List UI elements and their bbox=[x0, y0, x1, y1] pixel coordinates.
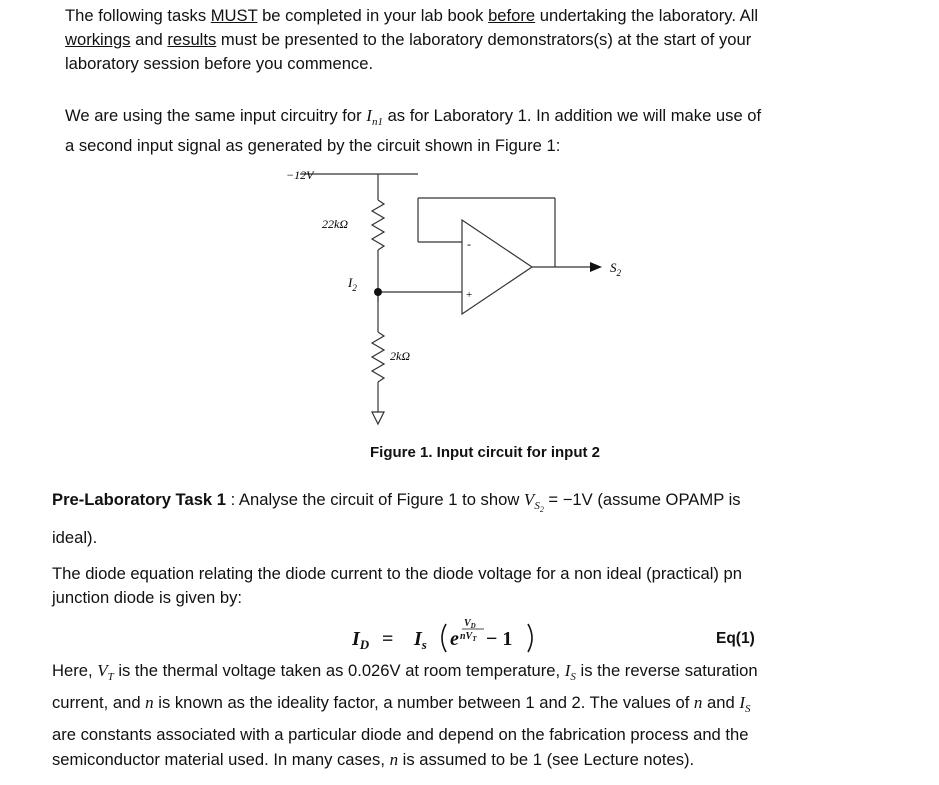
text: as for Laboratory 1. In addition we will make use of bbox=[382, 106, 762, 125]
minus-sign: - bbox=[467, 237, 471, 251]
math-sub: n1 bbox=[371, 116, 383, 128]
before-emphasis: before bbox=[488, 6, 536, 25]
explanation-line-3: are constants associated with a particular diode and depend on the fabrication process and the bbox=[52, 725, 749, 744]
eq-equals: = bbox=[382, 628, 394, 650]
opamp-icon bbox=[462, 220, 532, 314]
explanation-line-4: semiconductor material used. In many cases, n is assumed to be 1 (see Lecture notes). bbox=[52, 750, 695, 769]
instructions-paragraph bbox=[65, 4, 855, 76]
text: be completed in your lab book bbox=[257, 6, 489, 25]
diode-line-2: junction diode is given by: bbox=[52, 588, 243, 607]
eq-lhs: $I_D$ bbox=[352, 628, 370, 652]
circuit-diagram bbox=[270, 162, 640, 432]
task-paragraph bbox=[52, 486, 852, 552]
paren-right-icon bbox=[528, 624, 532, 652]
explanation-paragraph bbox=[52, 658, 852, 772]
current-label: $I_2$ bbox=[348, 275, 357, 293]
eq-minus-one: − 1 bbox=[486, 628, 513, 650]
node-dot bbox=[374, 288, 382, 296]
task-line-1 bbox=[52, 486, 852, 524]
r2-label: 2kΩ bbox=[390, 349, 411, 363]
text: The following tasks bbox=[65, 6, 211, 25]
resistor-22k-icon bbox=[372, 200, 384, 250]
diode-equation bbox=[352, 614, 772, 658]
instructions-line-2 bbox=[65, 28, 855, 52]
text: and bbox=[130, 30, 168, 49]
input-line-1 bbox=[65, 104, 855, 134]
diode-paragraph bbox=[52, 562, 852, 610]
text: must be presented to the laboratory demonstrators(s) at the start of your bbox=[216, 30, 752, 49]
text: We are using the same input circuitry for bbox=[65, 106, 367, 125]
supply-label: −12V bbox=[286, 168, 314, 182]
paren-left-icon bbox=[442, 624, 446, 652]
instructions-line-1 bbox=[65, 4, 855, 28]
task-label: Pre-Laboratory Task 1 bbox=[52, 490, 226, 509]
text: : Analyse the circuit of Figure 1 to show bbox=[226, 490, 524, 509]
input-line-2: a second input signal as generated by the circuit shown in Figure 1: bbox=[65, 136, 561, 155]
output-label: $S_2$ bbox=[610, 260, 621, 278]
eq-is: $I_s$ bbox=[414, 628, 427, 652]
explanation-line-1: Here, $V_T$ is the thermal voltage taken as 0.026V at room temperature, $I_S$ is the reverse saturation bbox=[52, 661, 758, 683]
diode-line-1: The diode equation relating the diode current to the diode voltage for a non ideal (practical) pn bbox=[52, 564, 743, 583]
task-line-2: ideal). bbox=[52, 528, 98, 547]
math-var: I bbox=[366, 106, 372, 125]
figure-caption: Figure 1. Input circuit for input 2 bbox=[370, 444, 601, 461]
input-paragraph bbox=[65, 104, 855, 158]
results-emphasis: results bbox=[167, 30, 217, 49]
plus-sign: + bbox=[466, 289, 473, 301]
instructions-line-3: laboratory session before you commence. bbox=[65, 54, 374, 73]
text: = −1V (assume OPAMP is bbox=[543, 490, 741, 509]
exp-den: $nV_T$ bbox=[460, 631, 477, 643]
must-emphasis: MUST bbox=[210, 6, 258, 25]
math-sub: S2 bbox=[534, 500, 544, 514]
text: undertaking the laboratory. All bbox=[535, 6, 759, 25]
math-var: V bbox=[523, 490, 535, 509]
equation-number: Eq(1) bbox=[716, 630, 755, 647]
workings-emphasis: workings bbox=[65, 30, 131, 49]
ground-icon bbox=[372, 412, 384, 424]
exp-num: $V_D$ bbox=[464, 618, 476, 630]
explanation-line-2: current, and n is known as the ideality factor, a number between 1 and 2. The values of n and $I_S$ bbox=[52, 693, 751, 715]
resistor-2k-icon bbox=[372, 332, 384, 382]
r1-label: 22kΩ bbox=[322, 217, 349, 231]
eq-e: e bbox=[450, 628, 459, 650]
output-arrow-icon bbox=[590, 262, 602, 272]
